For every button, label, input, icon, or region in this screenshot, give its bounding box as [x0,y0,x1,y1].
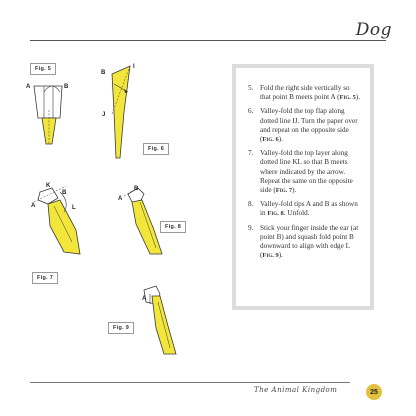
instruction-step-text [260,149,360,195]
figure-reference: Fig. 5 [339,94,356,102]
instructions-list [248,84,360,260]
instruction-text-segment: Valley-fold the top layer along dotted line KL so that B meets where indicated by the arrow. Repeat the same on the opposite side ( [260,149,353,195]
instruction-step-text [260,84,360,102]
instruction-step-number: 7. [248,149,254,158]
point-label-k: K [46,183,51,189]
fig-9-label: Fig. 9 [108,322,134,334]
instruction-text-segment: Fold the right side vertically so that point B meets point A ( [260,84,350,102]
instruction-step [248,200,360,218]
point-label-a: A [26,84,31,90]
instruction-text-segment: ). [278,135,283,144]
point-label-a: A [31,203,36,209]
figure-reference: Fig. 8 [267,210,284,218]
point-label-b: B [62,190,67,196]
instruction-text-segment: Valley-fold tips A and B as shown in [260,200,358,218]
instruction-step-number: 8. [248,200,254,209]
fig-6-yellow-body [112,66,130,158]
fig-8-yellow-body [132,200,162,254]
figure-reference: Fig. 9 [262,252,279,260]
header-rule [30,40,386,41]
fig-6-diagram [100,62,150,172]
instruction-text-segment: Stick your finger inside the ear (at point B) and squash fold point B downward to align with edge L ( [260,223,359,260]
instruction-text-segment: ). [292,186,297,195]
point-label-a: A [118,196,123,202]
instruction-text-segment: Valley-fold the top flap along dotted line IJ. Turn the paper over and repeat on the opposite side ( [260,107,358,144]
fig-7-diagram [20,182,100,272]
instruction-step-text [260,107,360,144]
point-label-j: J [102,112,106,118]
instruction-step-text [260,224,360,261]
footer-rule [30,382,350,383]
page-number-badge: 25 [366,384,382,400]
fig-9-diagram [130,282,200,362]
instruction-text-segment: ). [278,251,283,260]
instruction-step-number: 9. [248,223,254,232]
instruction-step-number: 6. [248,107,254,116]
instruction-step [248,107,360,144]
point-label-b: B [64,84,69,90]
point-label-l: L [72,205,76,211]
instruction-text-segment: ). [355,93,360,102]
instruction-step-number: 5. [248,84,254,92]
instruction-text-segment: . Unfold. [283,209,310,218]
instruction-step-text [260,200,360,218]
point-label-b: B [134,186,139,192]
page-title: Dog [355,20,392,40]
instructions-box [232,64,374,310]
figure-reference: Fig. 7 [275,187,293,195]
instruction-step [248,149,360,195]
fig-7-label: Fig. 7 [32,272,58,284]
instruction-step [248,84,360,102]
fig-6-label: Fig. 6 [143,143,169,155]
instruction-step [248,224,360,261]
point-label-a: A [142,296,147,302]
instructions-inner [236,68,370,306]
fig-5-label: Fig. 5 [30,63,56,75]
figure-reference: Fig. 6 [262,136,279,144]
fig-5-white-body [34,86,62,118]
fig-8-label: Fig. 8 [160,221,186,233]
footer-book-title: The Animal Kingdom [254,386,338,394]
point-label-b: B [101,70,106,76]
point-label-i: I [133,64,135,70]
